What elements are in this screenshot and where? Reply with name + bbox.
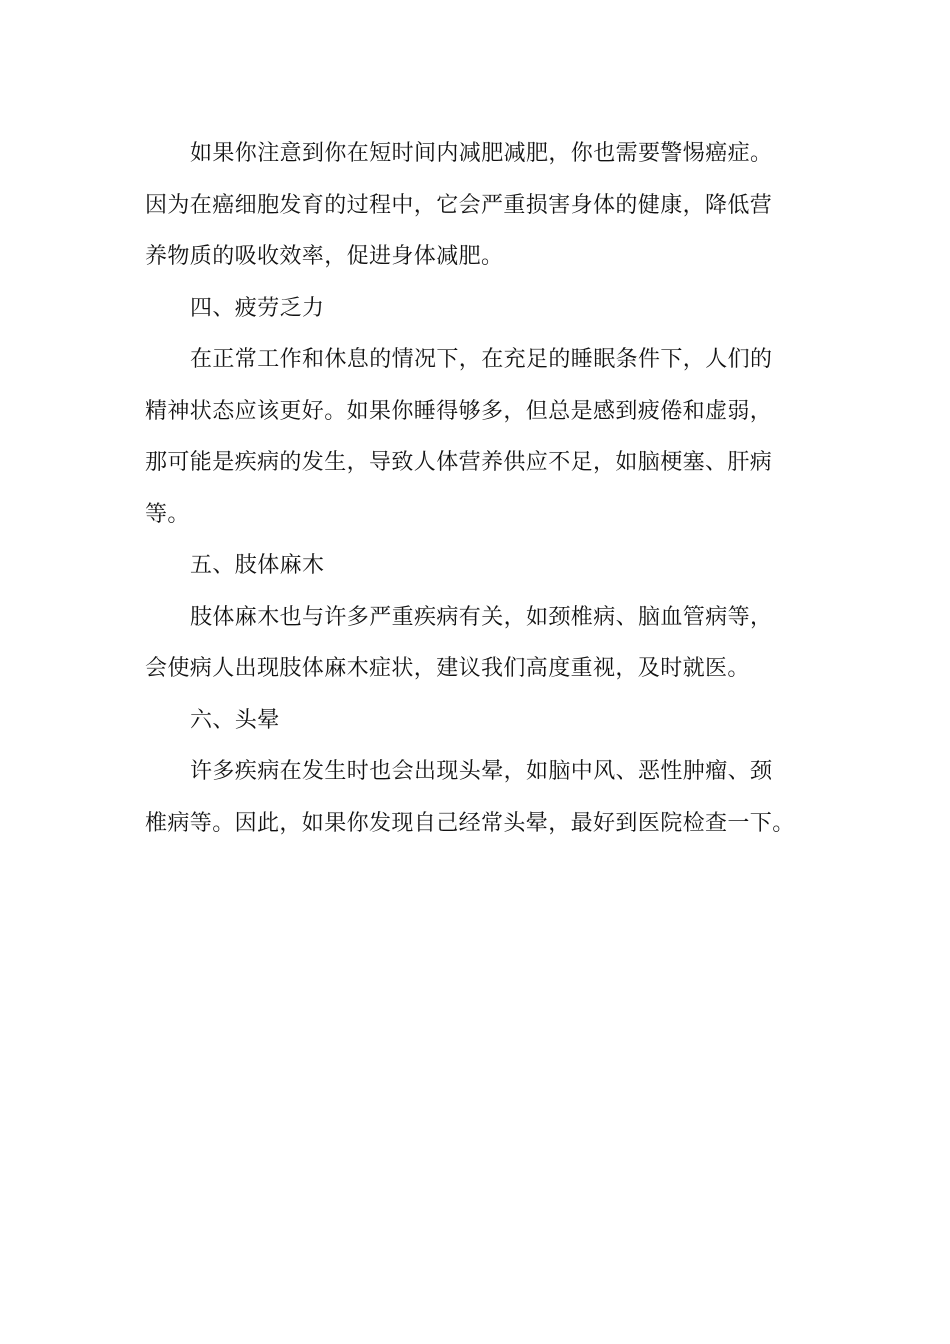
paragraph-line: 那可能是疾病的发生，导致人体营养供应不足，如脑梗塞、肝病 — [145, 450, 773, 475]
paragraph-line: 因为在癌细胞发育的过程中，它会严重损害身体的健康，降低营 — [145, 192, 773, 218]
paragraph-line: 如果你注意到你在短时间内减肥减肥，你也需要警惕癌症。 — [190, 141, 773, 166]
paragraph-line: 在正常工作和休息的情况下，在充足的睡眠条件下，人们的 — [190, 347, 773, 372]
paragraph-line: 精神状态应该更好。如果你睡得够多，但总是感到疲倦和虚弱， — [145, 398, 773, 424]
document-page — [145, 128, 810, 849]
paragraph-line: 肢体麻木也与许多严重疾病有关，如颈椎病、脑血管病等， — [190, 604, 773, 630]
section-heading-numbness: 五、肢体麻木 — [190, 553, 325, 578]
paragraph-line: 许多疾病在发生时也会出现头晕，如脑中风、恶性肿瘤、颈 — [190, 759, 773, 784]
section-heading-fatigue: 四、疲劳乏力 — [190, 295, 325, 321]
paragraph-line: 等。 — [145, 501, 190, 527]
paragraph-line: 会使病人出现肢体麻木症状，建议我们高度重视，及时就医。 — [145, 656, 750, 681]
paragraph-line: 椎病等。因此，如果你发现自己经常头晕，最好到医院检查一下。 — [145, 810, 795, 836]
section-heading-dizziness: 六、头晕 — [190, 707, 280, 733]
paragraph-line: 养物质的吸收效率，促进身体减肥。 — [145, 244, 504, 269]
